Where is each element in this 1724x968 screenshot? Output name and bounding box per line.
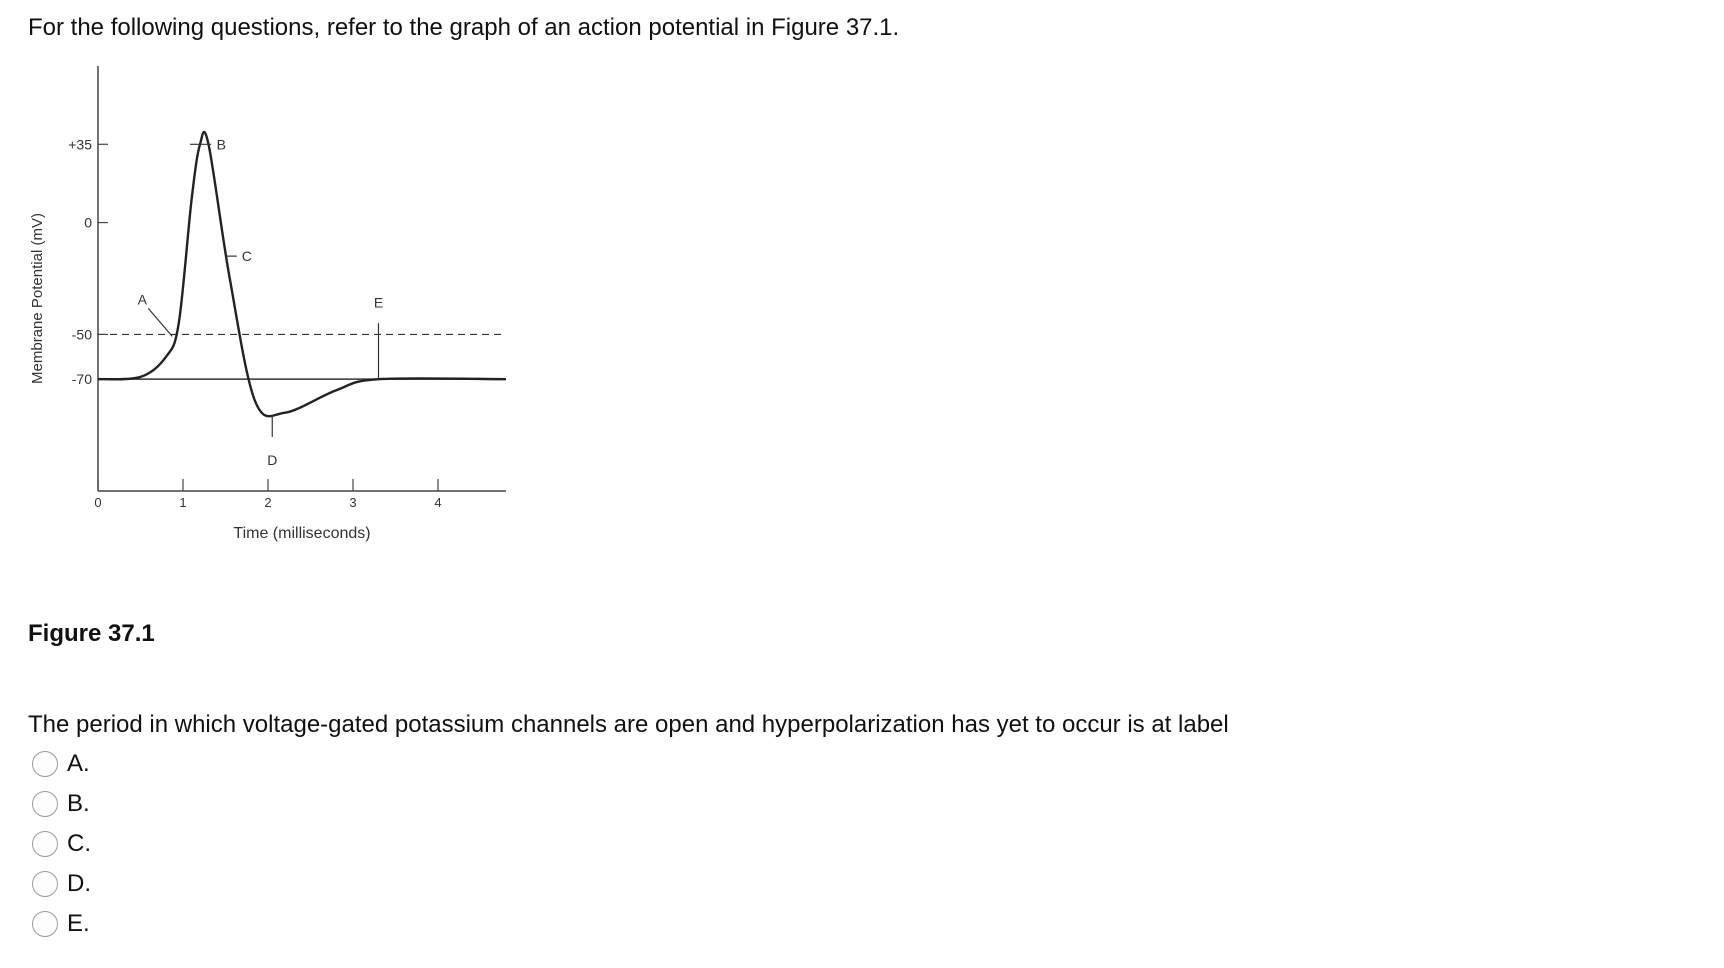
- option-a[interactable]: [32, 744, 91, 784]
- y-tick-label: +35: [68, 136, 92, 153]
- option-c-label: C.: [67, 830, 91, 857]
- y-tick-label: 0: [84, 214, 92, 231]
- x-tick-label: 3: [349, 495, 357, 510]
- option-a-label: A.: [67, 750, 90, 777]
- leader-a: [148, 308, 172, 336]
- option-e-label: E.: [67, 910, 90, 937]
- question-text: The period in which voltage-gated potassium channels are open and hyperpolarization has yet to occur is at label: [28, 711, 1229, 738]
- figure-caption: Figure 37.1: [28, 620, 155, 647]
- point-label-d: D: [267, 451, 278, 468]
- y-tick-label: -50: [71, 326, 92, 343]
- x-tick-label: 1: [179, 495, 187, 510]
- radio-d[interactable]: [32, 871, 58, 897]
- option-d[interactable]: [32, 864, 91, 904]
- action-potential-figure: [28, 66, 568, 606]
- action-potential-curve: [98, 132, 506, 416]
- action-potential-chart: [28, 66, 568, 606]
- point-label-a: A: [137, 291, 147, 308]
- y-axis-label: Membrane Potential (mV): [29, 213, 46, 384]
- x-tick-label: 0: [94, 495, 102, 510]
- y-tick-label: -70: [71, 371, 92, 388]
- point-label-e: E: [373, 294, 384, 311]
- radio-a[interactable]: [32, 751, 58, 777]
- answer-options: [32, 744, 91, 944]
- x-tick-label: 4: [434, 495, 442, 510]
- radio-b[interactable]: [32, 791, 58, 817]
- x-axis-label: Time (milliseconds): [233, 525, 371, 542]
- radio-c[interactable]: [32, 831, 58, 857]
- x-tick-label: 2: [264, 495, 272, 510]
- option-b-label: B.: [67, 790, 90, 817]
- option-b[interactable]: [32, 784, 91, 824]
- option-c[interactable]: [32, 824, 91, 864]
- intro-text: For the following questions, refer to the graph of an action potential in Figure 37.1.: [28, 14, 900, 41]
- option-e[interactable]: [32, 904, 91, 944]
- option-d-label: D.: [67, 870, 91, 897]
- radio-e[interactable]: [32, 911, 58, 937]
- point-label-c: C: [241, 248, 252, 265]
- point-label-b: B: [216, 136, 226, 153]
